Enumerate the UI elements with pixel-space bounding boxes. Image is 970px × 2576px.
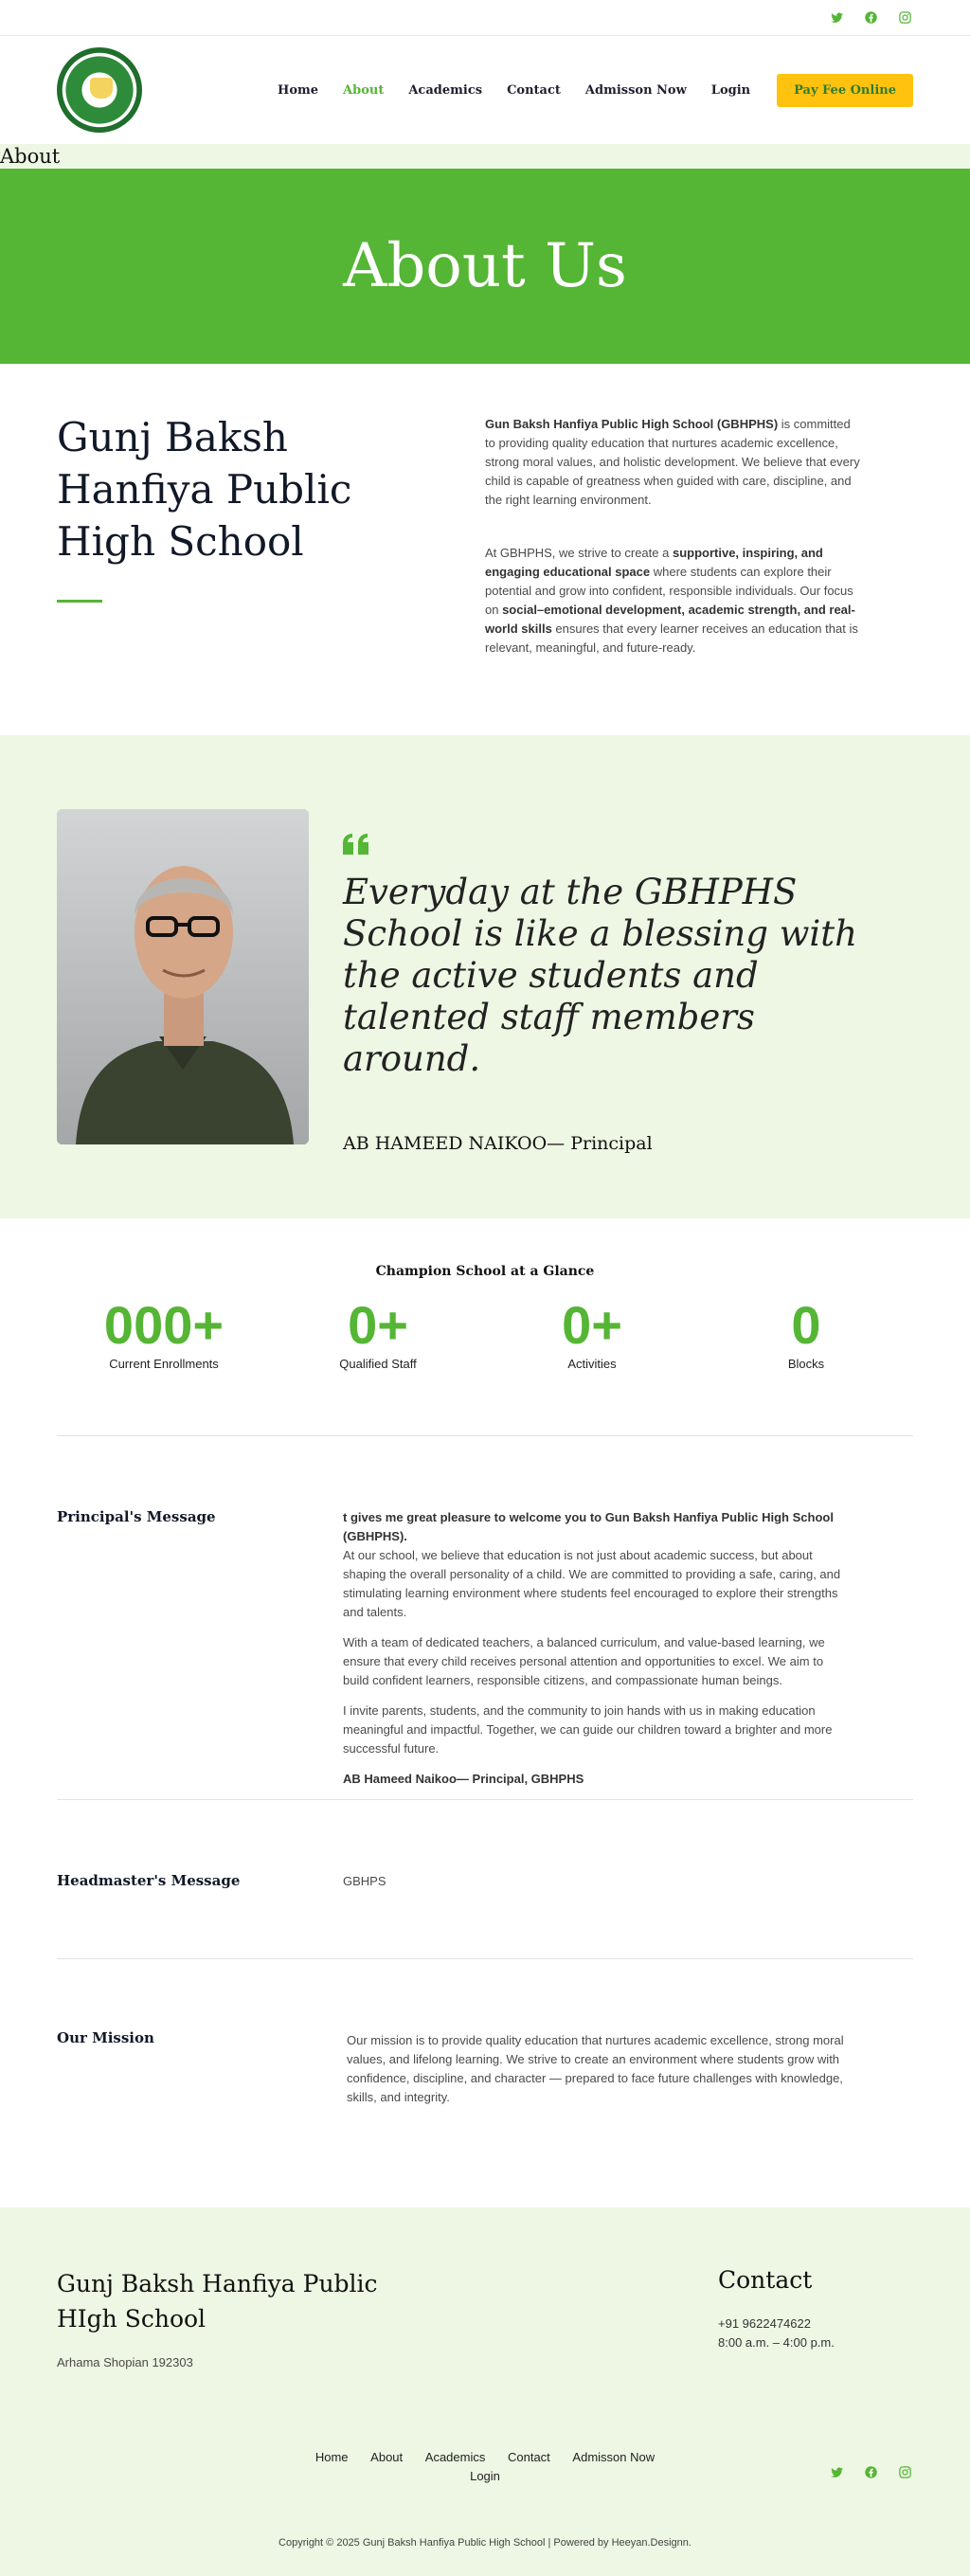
stats-section bbox=[57, 1218, 913, 1436]
stat-label: Activities bbox=[567, 1357, 617, 1371]
footer-nav-academics[interactable]: Academics bbox=[424, 2450, 486, 2464]
footer-address: Arhama Shopian 192303 bbox=[57, 2355, 193, 2369]
intro-paragraph-2: At GBHPHS, we strive to create a supportive, inspiring, and engaging educational space where students can explore their potential and grow into confident, responsible individuals. Our focus on social–emotional development, academic strength, and real-world skills ensures that every learner receives an education that is relevant, meaningful, and future-ready. bbox=[485, 546, 858, 655]
mission-title: Our Mission bbox=[57, 2029, 154, 2046]
breadcrumb-current: About bbox=[0, 145, 61, 168]
footer-contact bbox=[718, 2266, 913, 2369]
main-nav bbox=[278, 74, 913, 107]
nav-item-about[interactable]: About bbox=[343, 82, 385, 98]
principal-photo bbox=[57, 809, 309, 1144]
stat-label: Current Enrollments bbox=[109, 1357, 219, 1371]
heading-divider bbox=[57, 600, 102, 603]
twitter-icon[interactable] bbox=[828, 9, 845, 27]
site-footer bbox=[0, 2207, 970, 2576]
school-logo[interactable] bbox=[57, 47, 142, 133]
site-header bbox=[0, 36, 970, 144]
stat-value: 0 bbox=[791, 1295, 821, 1355]
nav-item-academics[interactable]: Academics bbox=[408, 82, 483, 98]
intro-paragraph-1: Gun Baksh Hanfiya Public High School (GBHPHS) is committed to providing quality education that nurtures academic excellence, strong moral values, and holistic development. We believe that every child is capable of greatness when guided with care, discipline, and the right learning environment. bbox=[485, 417, 860, 507]
footer-contact-title: Contact bbox=[718, 2266, 813, 2294]
stat-label: Qualified Staff bbox=[339, 1357, 417, 1371]
footer-hours: 8:00 a.m. – 4:00 p.m. bbox=[718, 2335, 835, 2350]
stat-activities bbox=[485, 1295, 699, 1371]
principal-message-title: Principal's Message bbox=[57, 1508, 216, 1525]
footer-nav-home[interactable]: Home bbox=[314, 2450, 349, 2464]
stat-value: 000+ bbox=[103, 1295, 225, 1355]
nav-item-home[interactable]: Home bbox=[278, 82, 319, 98]
principal-paragraph-1: At our school, we believe that education is not just about academic success, but about shaping the overall personality of a child. We are committed to providing a safe, caring, and stimulating learning environment where students feel encouraged to explore their strengths and talents. bbox=[343, 1548, 841, 1619]
intro-section bbox=[0, 364, 970, 735]
mission-section bbox=[57, 1959, 913, 2207]
headmaster-message-body: GBHPS bbox=[343, 1874, 386, 1888]
principal-paragraph-3: I invite parents, students, and the community to join hands with us in making education meaningful and impactful. Together, we can guide our children toward a brighter and more successful future. bbox=[343, 1703, 833, 1756]
footer-social bbox=[828, 2463, 913, 2480]
facebook-icon[interactable] bbox=[862, 2463, 879, 2480]
quote-icon bbox=[343, 834, 873, 860]
instagram-icon[interactable] bbox=[896, 2463, 913, 2480]
intro-heading: Gunj Baksh Hanfiya Public High School bbox=[57, 414, 352, 565]
twitter-icon[interactable] bbox=[828, 2463, 845, 2480]
principal-message-section bbox=[57, 1436, 913, 1800]
quote-text: Everyday at the GBHPHS School is like a blessing with the active students and talented staff members around. bbox=[343, 872, 857, 1079]
stat-label: Blocks bbox=[787, 1357, 825, 1371]
footer-nav-contact[interactable]: Contact bbox=[507, 2450, 550, 2464]
facebook-icon[interactable] bbox=[862, 9, 879, 27]
footer-nav-login[interactable]: Login bbox=[470, 2469, 500, 2483]
stat-staff bbox=[271, 1295, 485, 1371]
nav-item-login[interactable]: Login bbox=[710, 82, 751, 98]
footer-nav bbox=[299, 2448, 671, 2486]
instagram-icon[interactable] bbox=[896, 9, 913, 27]
hero-banner bbox=[0, 169, 970, 364]
quote-author: AB HAMEED NAIKOO— Principal bbox=[343, 1133, 653, 1154]
page-title: About Us bbox=[343, 231, 627, 301]
footer-nav-about[interactable]: About bbox=[370, 2450, 404, 2464]
stat-blocks bbox=[699, 1295, 913, 1371]
stats-title: Champion School at a Glance bbox=[375, 1264, 595, 1279]
top-social-bar bbox=[0, 0, 970, 36]
headmaster-message-section bbox=[57, 1800, 913, 1959]
headmaster-message-title: Headmaster's Message bbox=[57, 1872, 241, 1889]
stat-value: 0+ bbox=[348, 1295, 408, 1355]
stat-value: 0+ bbox=[562, 1295, 622, 1355]
mission-body: Our mission is to provide quality education that nurtures academic excellence, strong moral values, and lifelong learning. We strive to create an environment where students grow with confidence, discipline, and character — prepared to face future challenges with knowledge, skills, and integrity. bbox=[347, 2033, 844, 2104]
principal-paragraph-2: With a team of dedicated teachers, a balanced curriculum, and value-based learning, we ensure that every child receives personal attention and opportunities to excel. We aim to build confident learners, responsible citizens, and compassionate human beings. bbox=[343, 1635, 825, 1687]
nav-item-contact[interactable]: Contact bbox=[507, 82, 561, 98]
pay-fee-button[interactable]: Pay Fee Online bbox=[777, 74, 913, 107]
footer-nav-admission[interactable]: Admisson Now bbox=[572, 2450, 656, 2464]
principal-lead: t gives me great pleasure to welcome you to Gun Baksh Hanfiya Public High School (GBHPHS). bbox=[343, 1510, 834, 1543]
principal-quote-section bbox=[0, 735, 970, 1218]
footer-school-name: Gunj Baksh Hanfiya Public HIgh School bbox=[57, 2270, 378, 2333]
intro-text bbox=[485, 411, 864, 735]
copyright: Copyright © 2025 Gunj Baksh Hanfiya Public High School | Powered by Heeyan.Designn. bbox=[278, 2537, 692, 2549]
stat-enrollments bbox=[57, 1295, 271, 1371]
footer-phone[interactable]: +91 9622474622 bbox=[718, 2316, 811, 2331]
breadcrumb bbox=[0, 144, 970, 169]
principal-signature: AB Hameed Naikoo— Principal, GBHPHS bbox=[343, 1772, 584, 1786]
nav-item-admission[interactable]: Admisson Now bbox=[584, 82, 687, 98]
